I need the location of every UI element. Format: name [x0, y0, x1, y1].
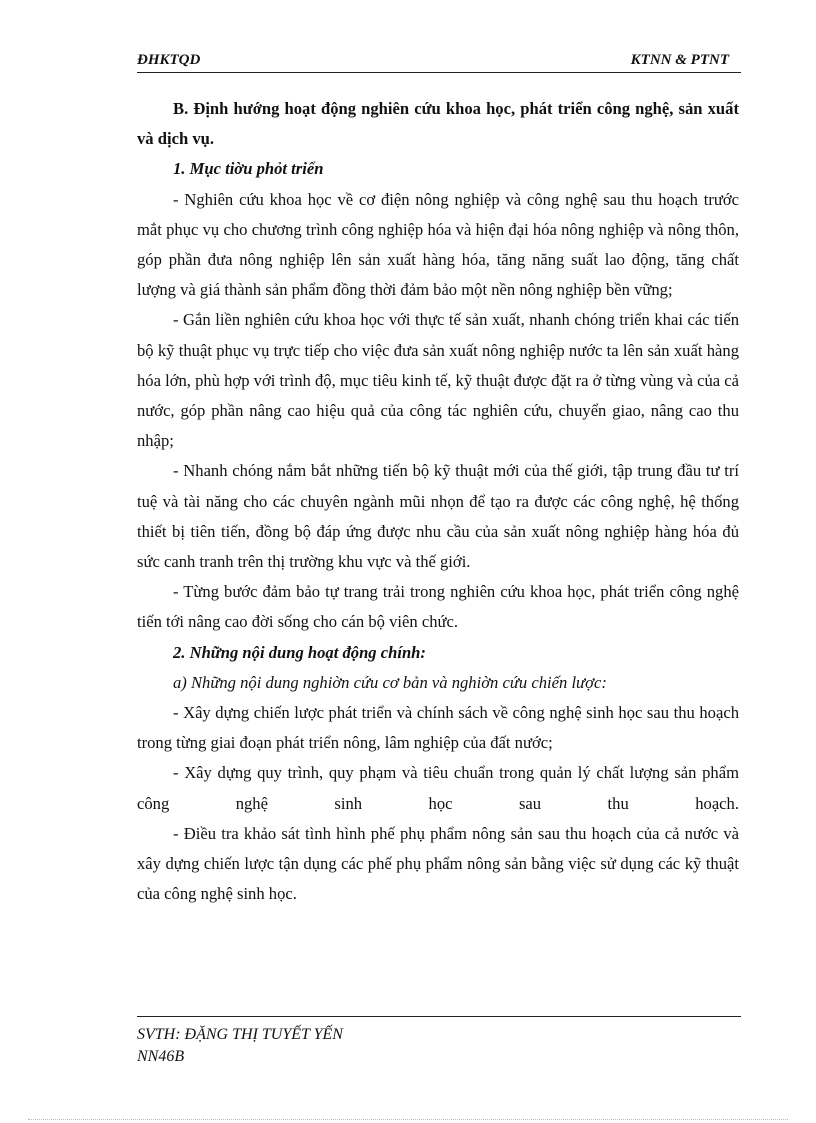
- paragraph: - Xây dựng quy trình, quy phạm và tiêu chuẩn trong quản lý chất lượng sản phẩm công nghệ sinh học sau thu hoạch.: [137, 763, 739, 813]
- footer-class: NN46B: [137, 1048, 185, 1065]
- page-footer: [137, 1024, 343, 1068]
- subsection-heading-1: 1. Mục tiờu phỏt triển: [173, 159, 324, 179]
- footer-author: SVTH: ĐẶNG THỊ TUYẾT YẾN: [137, 1026, 343, 1043]
- section-title: B. Định hướng hoạt động nghiên cứu khoa học, phát triển công nghệ, sản xuất và dịch vụ.: [137, 99, 739, 149]
- paragraph: - Xây dựng chiến lược phát triển và chính sách về công nghệ sinh học sau thu hoạch trong từng giai đoạn phát triển nông, lâm nghiệp của đất nước;: [137, 703, 739, 753]
- paragraph: - Nhanh chóng nắm bắt những tiến bộ kỹ thuật mới của thế giới, tập trung đầu tư trí tuệ và tài năng cho các chuyên ngành mũi nhọn để tạo ra được các công nghệ, hệ thống thiết bị tiên tiến, đồng bộ đáp ứng được nhu cầu của sản xuất nông nghiệp hàng hóa đủ sức canh tranh trên thị trường khu vực và thế giới.: [137, 461, 739, 572]
- paragraph: - Gắn liền nghiên cứu khoa học với thực tế sản xuất, nhanh chóng triển khai các tiến bộ kỹ thuật phục vụ trực tiếp cho việc đưa sản xuất nông nghiệp nước ta lên sản xuất hàng hóa lớn, phù hợp với trình độ, mục tiêu kinh tế, kỹ thuật được đặt ra ở từng vùng và của cả nước, góp phần nâng cao hiệu quả của công tác nghiên cứu, chuyển giao, nâng cao thu nhập;: [137, 310, 739, 451]
- paragraph: - Nghiên cứu khoa học về cơ điện nông nghiệp và công nghệ sau thu hoạch trước mắt phục vụ cho chương trình công nghiệp hóa và hiện đại hóa nông nghiệp và nông thôn, góp phần đưa nông nghiệp lên sản xuất hàng hóa, tăng năng suất lao động, tăng chất lượng và giá thành sản phẩm đồng thời đảm bảo một nền nông nghiệp bền vững;: [137, 189, 739, 300]
- paragraph: - Điều tra khảo sát tình hình phế phụ phẩm nông sản sau thu hoạch của cả nước và xây dựng chiến lược tận dụng các phế phụ phẩm nông sản bằng việc sử dụng các kỹ thuật của công nghệ sinh học.: [137, 823, 739, 904]
- paragraph: - Từng bước đảm bảo tự trang trải trong nghiên cứu khoa học, phát triển công nghệ tiến tới nâng cao đời sống cho cán bộ viên chức.: [137, 582, 739, 632]
- subsection-heading-2: 2. Những nội dung hoạt động chính:: [173, 642, 426, 662]
- page-header: [137, 50, 741, 73]
- subsection-heading-2a: a) Những nội dung nghiờn cứu cơ bản và nghiờn cứu chiến lược:: [173, 672, 607, 692]
- footer-divider: [137, 1016, 741, 1017]
- document-body: [137, 94, 739, 909]
- header-left: ĐHKTQD: [137, 52, 201, 68]
- page-bottom-border: [28, 1119, 788, 1120]
- header-right: KTNN & PTNT: [630, 52, 729, 68]
